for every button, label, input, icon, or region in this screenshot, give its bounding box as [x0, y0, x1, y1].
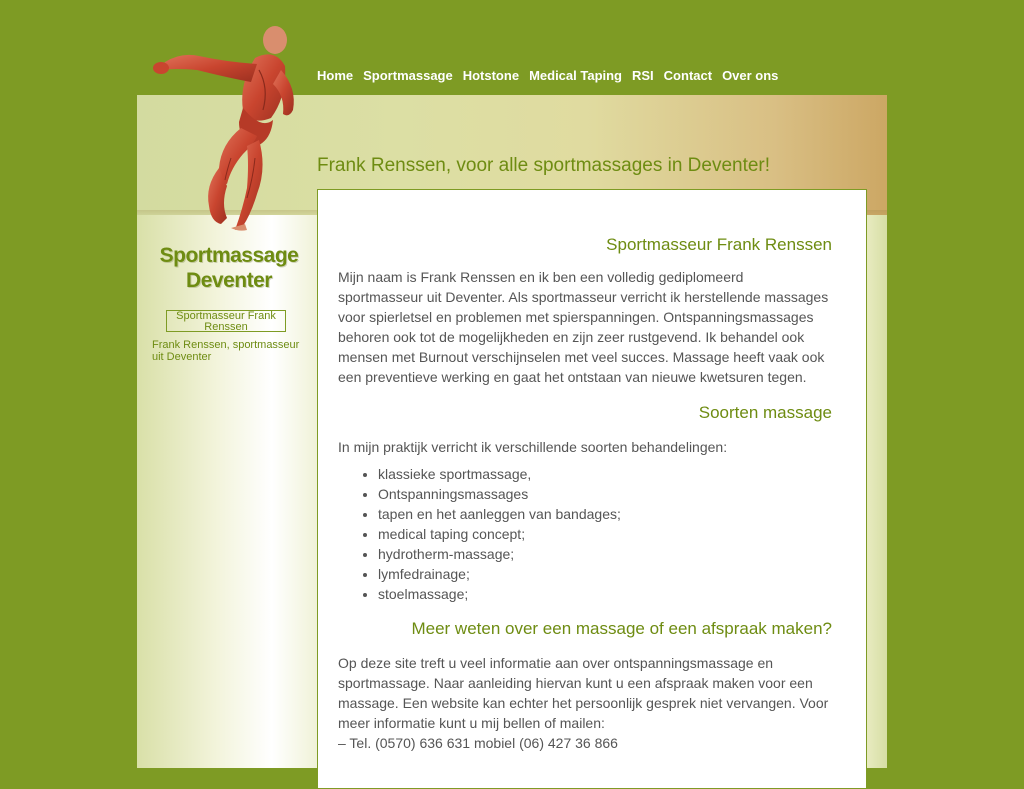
- nav-item-contact[interactable]: Contact: [663, 68, 713, 83]
- sidebar-column: [137, 215, 317, 768]
- nav-item-hotstone[interactable]: Hotstone: [462, 68, 520, 83]
- main-content-panel: [317, 189, 867, 789]
- nav-item-medical-taping[interactable]: Medical Taping: [529, 68, 622, 83]
- right-gutter: [867, 215, 887, 768]
- running-muscle-figure-illustration: [147, 18, 297, 233]
- intro-paragraph: Mijn naam is Frank Renssen en ik ben een volledig gediplomeerd sportmasseur uit Deventer. Als sportmasseur verricht ik herstellende massages voor spierletsel en problemen met spierspanningen. Ontspanningsmassages behoren ook tot de mogelijkheden en zijn zeer rustgevend. Ik behandel ook mensen met Burnout verschijnselen met veel succes. Massage heeft vaak ook een preventieve werking en gaat het ontstaan van nieuwe kwetsuren tegen.: [338, 269, 829, 385]
- page-tagline: Frank Renssen, voor alle sportmassages in Deventer!: [317, 155, 771, 176]
- list-item: • stoelmassage;: [378, 584, 832, 604]
- page-wrapper: [137, 0, 887, 768]
- main-navigation: [317, 68, 788, 83]
- nav-item-home[interactable]: Home: [317, 68, 354, 83]
- nav-item-sportmassage[interactable]: Sportmassage: [363, 68, 453, 83]
- heading-sportmasseur: Sportmasseur Frank Renssen: [606, 235, 832, 254]
- nav-item-rsi[interactable]: RSI: [632, 68, 654, 83]
- list-item: • lymfedrainage;: [378, 564, 832, 584]
- list-item: • klassieke sportmassage,: [378, 464, 832, 484]
- treatments-intro: In mijn praktijk verricht ik verschillende soorten behandelingen:: [338, 439, 728, 455]
- photo-caption: Frank Renssen, sportmasseur uit Deventer: [152, 339, 300, 363]
- contact-paragraph: Op deze site treft u veel informatie aan over ontspanningsmassage en sportmassage. Naar aanleiding hiervan kunt u een afspraak maken voor een massage. Een website kan echter het persoonlijk gesprek niet vervangen. Voor meer informatie kunt u mij bellen of mailen:: [338, 655, 829, 731]
- list-item: • tapen en het aanleggen van bandages;: [378, 504, 832, 524]
- list-item: • hydrotherm-massage;: [378, 544, 832, 564]
- site-brand-logo[interactable]: [149, 243, 309, 293]
- brand-line-1: Sportmassage: [159, 244, 299, 267]
- masseur-photo-placeholder: Sportmasseur Frank Renssen: [166, 310, 286, 332]
- brand-line-2: Deventer: [186, 269, 272, 292]
- phone-line: – Tel. (0570) 636 631 mobiel (06) 427 36 866: [338, 735, 618, 751]
- heading-soorten-massage: Soorten massage: [698, 403, 832, 422]
- treatments-list: [338, 464, 832, 604]
- heading-meer-weten: Meer weten over een massage of een afspraak maken?: [411, 619, 832, 638]
- list-item: • Ontspanningsmassages: [378, 484, 832, 504]
- nav-item-over-ons[interactable]: Over ons: [722, 68, 779, 83]
- list-item: • medical taping concept;: [378, 524, 832, 544]
